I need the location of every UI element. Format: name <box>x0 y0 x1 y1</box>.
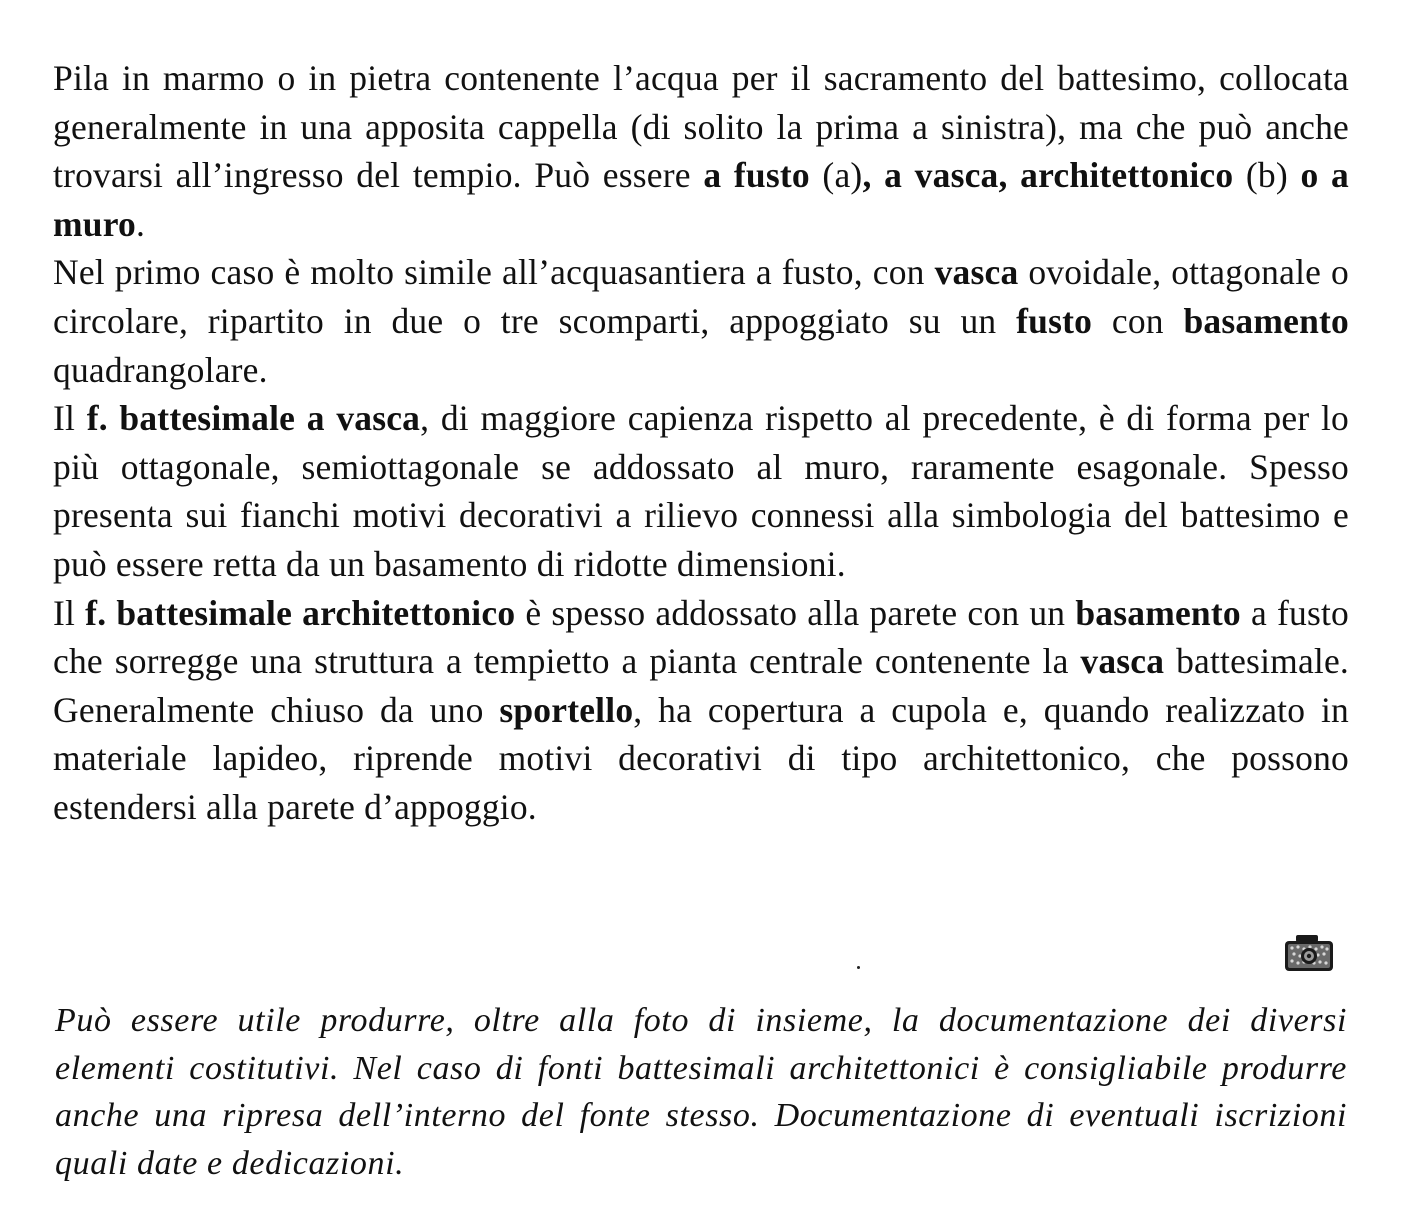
text-span: è spesso addossato alla parete con un <box>515 592 1076 633</box>
text-span: con <box>1092 300 1184 341</box>
text-span: (b) <box>1233 155 1301 196</box>
text-span: quadrangolare. <box>53 349 268 390</box>
text-span: battesimale. Generalmente chiuso da uno <box>53 641 1349 730</box>
camera-icon <box>1283 933 1335 973</box>
bold-term: a fusto <box>703 155 810 196</box>
body-text <box>53 54 1349 832</box>
text-span: . <box>135 203 146 244</box>
text-span: , di maggiore capienza rispetto al precedente, è di forma per lo più ottagonale, semiottagonale se addossato al muro, raramente esagonale. Spesso presenta sui fianchi motivi decorativi a rilievo connessi alla simbologia del battesimo e può essere retta da un basamento di ridotte dimensioni. <box>53 398 1349 584</box>
bold-term: basamento <box>1183 300 1349 341</box>
paragraph-vasca <box>53 394 1349 588</box>
bold-term: vasca <box>934 252 1019 293</box>
bold-term: f. battesimale architettonico <box>85 592 516 633</box>
bold-term: basamento <box>1075 592 1241 633</box>
paragraph-fusto <box>53 248 1349 394</box>
bold-term: fusto <box>1016 300 1093 341</box>
bold-term: o a muro <box>53 155 1350 244</box>
text-span: ovoidale, ottagonale o circolare, ripartito in due o tre scomparti, appoggiato su un <box>53 252 1349 341</box>
text-span: Pila in marmo o in pietra contenente l’acqua per il sacramento del battesimo, collocata generalmente in una apposita cappella (di solito la prima a sinistra), ma che può anche trovarsi all’ingresso del tempio. Può essere <box>53 58 1349 196</box>
scan-speck <box>857 966 860 969</box>
bold-term: sportello <box>499 689 634 730</box>
text-span: Il <box>53 398 87 439</box>
photo-documentation-note: Può essere utile produrre, oltre alla foto di insieme, la documentazione dei diversi elementi costitutivi. Nel caso di fonti battesimali architettonici è consigliabile produrre anche una ripresa dell’interno del fonte stesso. Documentazione di eventuali iscrizioni quali date e dedicazioni. <box>55 1002 1347 1182</box>
text-span: a fusto che sorregge una struttura a tempietto a pianta centrale contenente la <box>53 592 1349 682</box>
paragraph-architettonico <box>53 589 1349 832</box>
text-span: Il <box>53 592 86 633</box>
text-span: (a) <box>809 155 863 196</box>
bold-term: vasca <box>1080 641 1165 682</box>
bold-term: f. battesimale a vasca <box>86 398 421 439</box>
text-span: , ha copertura a cupola e, quando realizzato in materiale lapideo, riprende motivi decorativi di tipo architettonico, che possono estendersi alla parete d’appoggio. <box>53 689 1349 827</box>
paragraph-definition <box>53 54 1349 248</box>
bold-term: , a vasca, architettonico <box>862 155 1234 196</box>
text-span: Nel primo caso è molto simile all’acquasantiera a fusto, con <box>53 252 935 293</box>
